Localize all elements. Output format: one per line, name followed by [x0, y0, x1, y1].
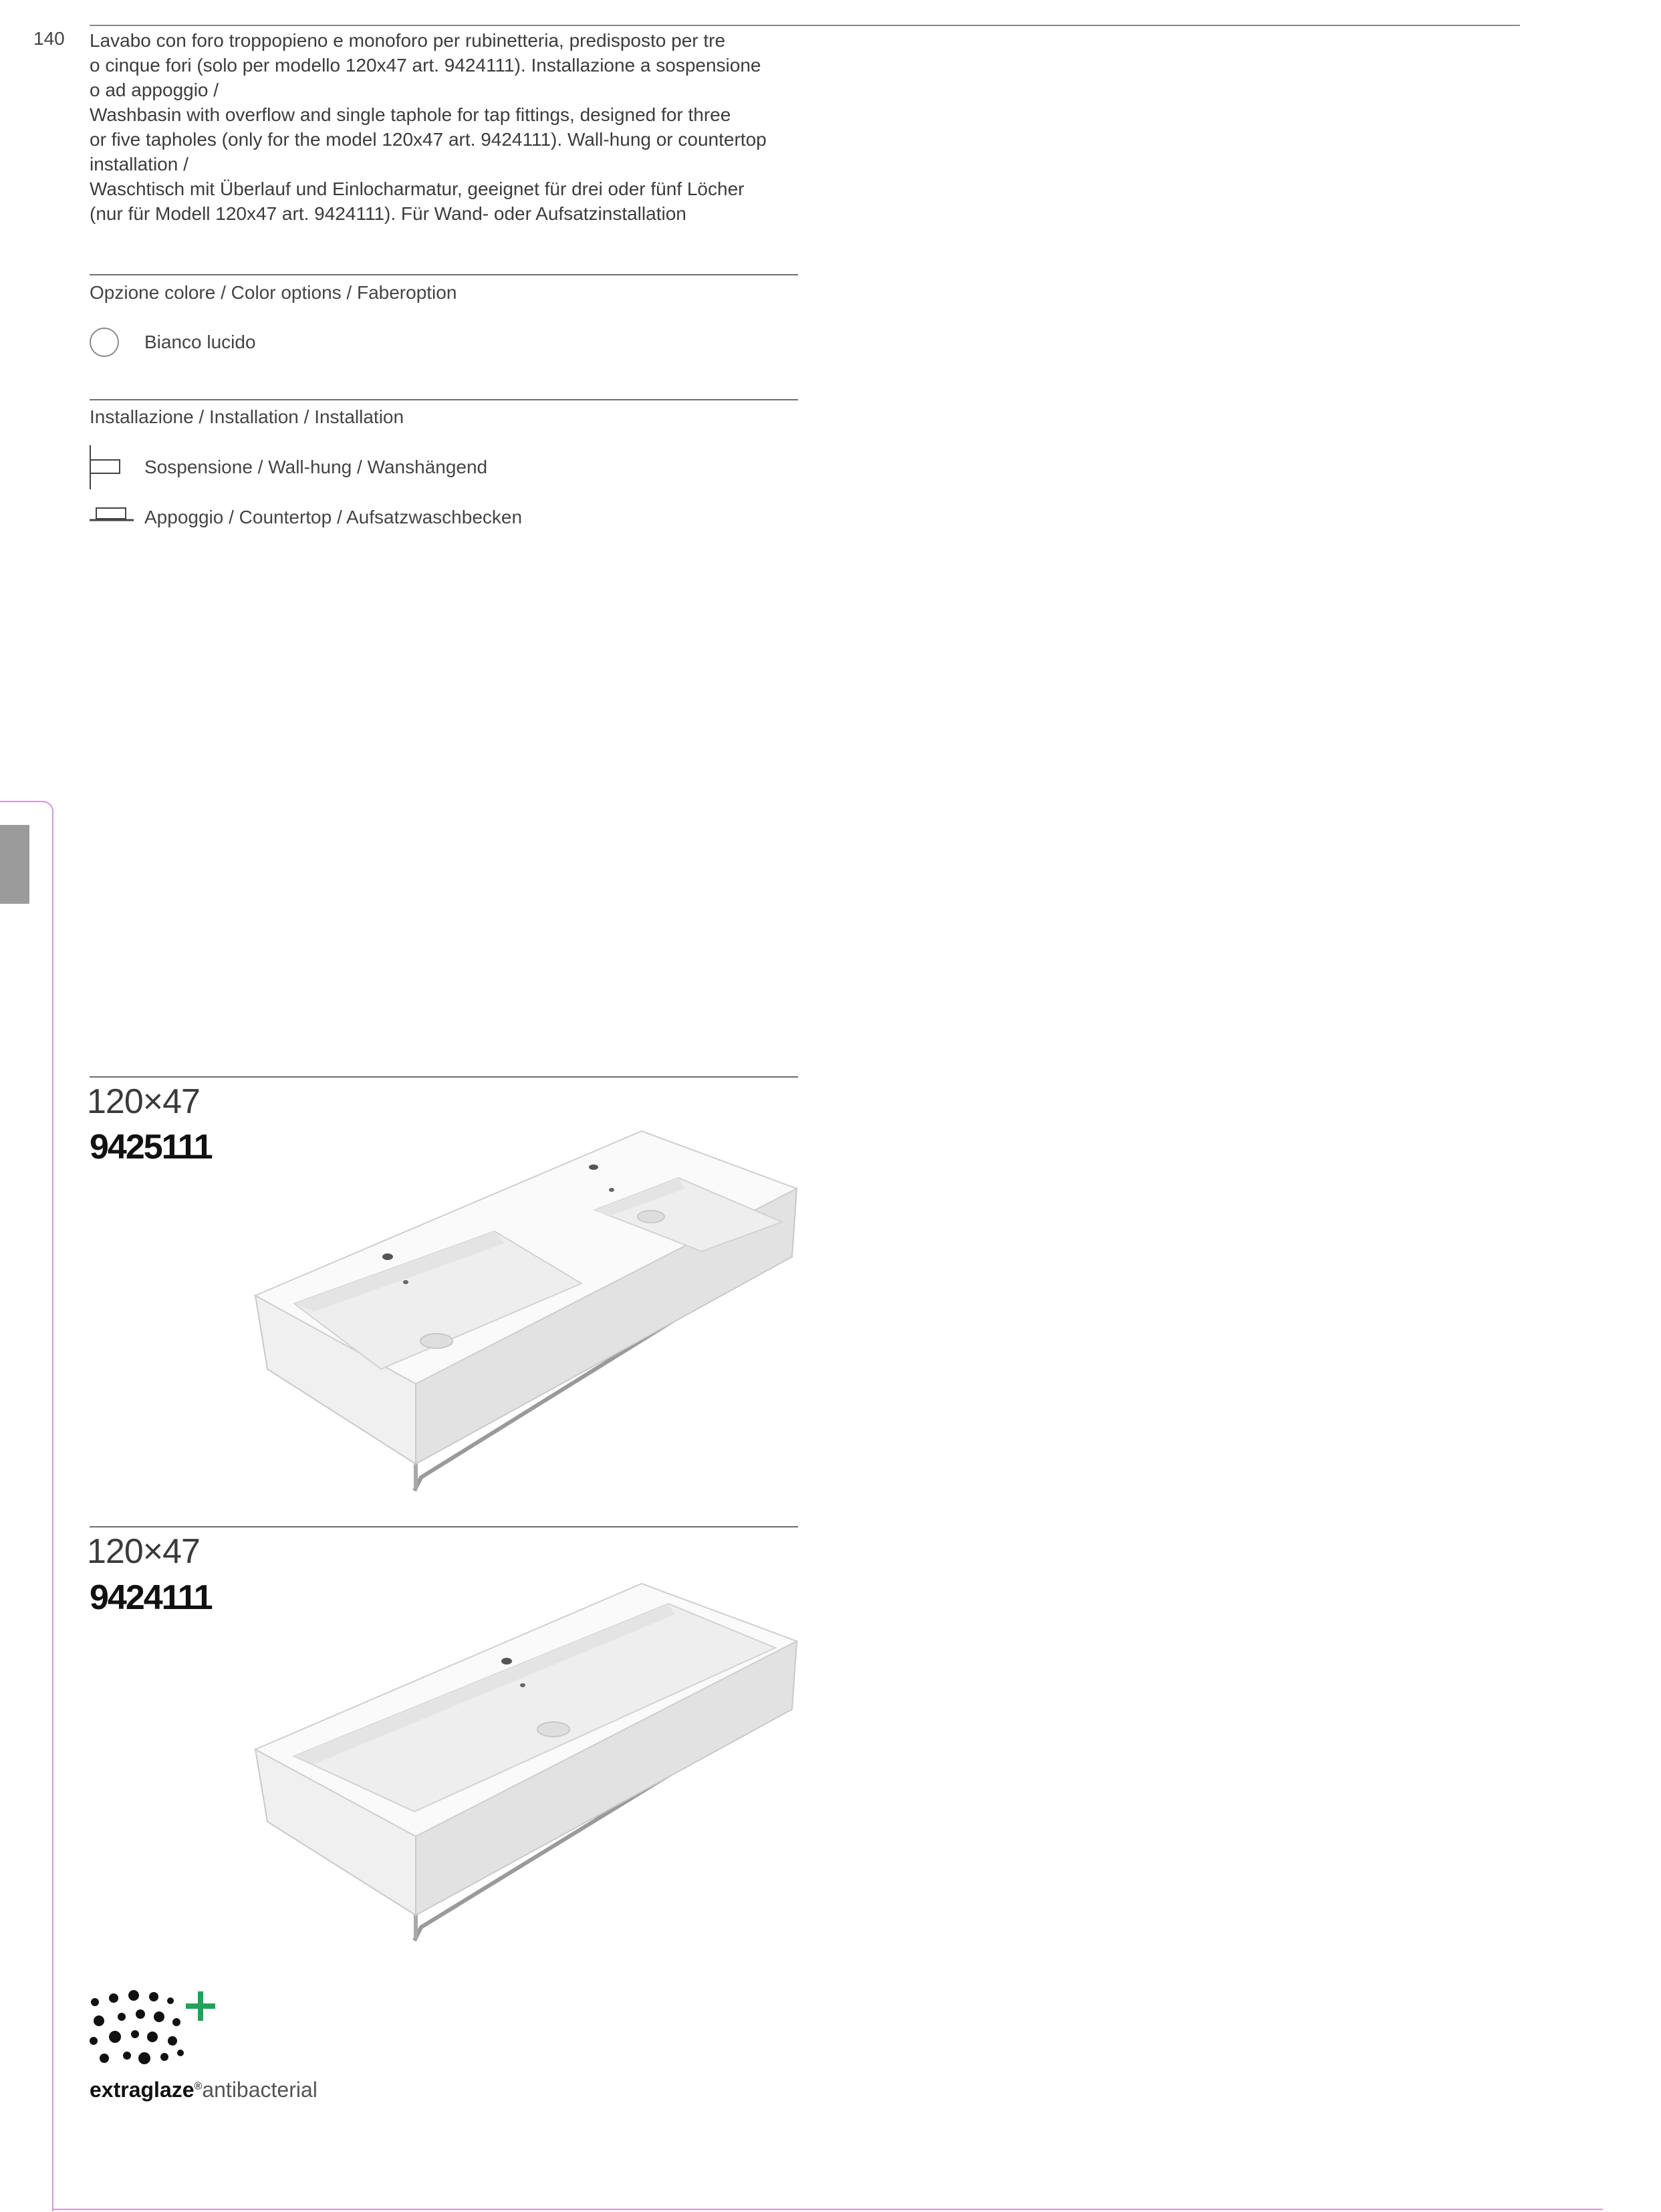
extraglaze-brand	[90, 2078, 317, 2102]
countertop-icon	[88, 503, 135, 529]
product-2-rule	[90, 1526, 798, 1527]
product-description	[90, 28, 798, 226]
description-line: Washbasin with overflow and single taphole for tap fittings, designed for three	[90, 104, 731, 125]
brand-name: extraglaze	[90, 2078, 195, 2102]
description-line: Lavabo con foro troppopieno e monoforo per rubinetteria, predisposto per tre	[90, 30, 726, 51]
installation-section-rule	[90, 399, 798, 400]
product-2-code: 9424111	[90, 1578, 212, 1617]
description-line: installation /	[90, 154, 188, 174]
top-rule	[90, 25, 1520, 26]
product-1-rule	[90, 1076, 798, 1078]
color-options-title: Opzione colore / Color options / Faberoption	[90, 282, 457, 303]
description-line: o cinque fori (solo per modello 120x47 art. 9424111). Installazione a sospensione	[90, 55, 761, 76]
description-line: Waschtisch mit Überlauf und Einlocharmatur, geeignet für drei oder fünf Löcher	[90, 178, 745, 199]
installation-title: Installazione / Installation / Installation	[90, 406, 404, 427]
single-basin-washbasin-image	[247, 1574, 809, 1949]
page-frame	[0, 801, 53, 2211]
description-line: or five tapholes (only for the model 120x47 art. 9424111). Wall-hung or countertop	[90, 129, 767, 150]
extraglaze-logo-icon	[87, 1989, 234, 2069]
color-option-label: Bianco lucido	[144, 332, 256, 352]
product-2-size: 120×47	[87, 1532, 200, 1571]
page-number: 140	[33, 28, 65, 49]
color-section-rule	[90, 274, 798, 275]
brand-suffix: antibacterial	[202, 2078, 317, 2102]
section-tab	[0, 825, 29, 904]
description-line: o ad appoggio /	[90, 80, 219, 100]
description-line: (nur für Modell 120x47 art. 9424111). Für Wand- oder Aufsatzinstallation	[90, 203, 686, 224]
color-swatch-bianco	[90, 328, 119, 357]
wall-hung-icon	[88, 444, 123, 491]
double-basin-washbasin-image	[247, 1123, 809, 1497]
product-1-size: 120×47	[87, 1082, 200, 1121]
installation-wall-hung-label: Sospensione / Wall-hung / Wanshängend	[144, 457, 488, 477]
product-1-code: 9425111	[90, 1128, 212, 1166]
page-frame-bottom	[52, 2209, 1603, 2210]
installation-countertop-label: Appoggio / Countertop / Aufsatzwaschbecken	[144, 507, 523, 527]
brand-registered-mark: ®	[194, 2080, 203, 2092]
